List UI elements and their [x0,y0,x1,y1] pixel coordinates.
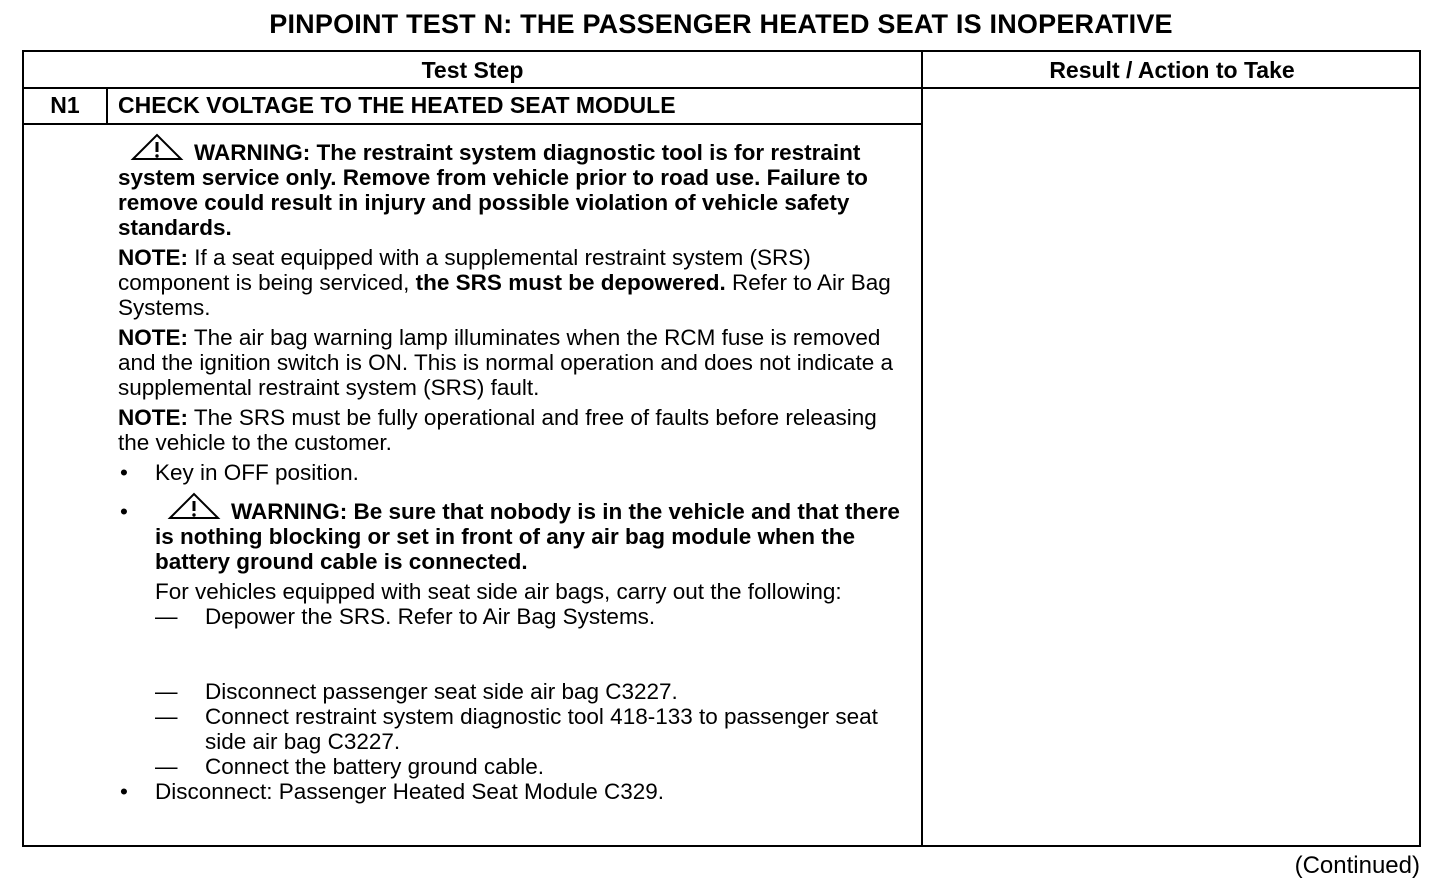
bullet-symbol: • [120,499,128,524]
note-text: If a seat equipped with a supplemental restraint system (SRS) component is being serviced, [118,245,811,295]
warning-text: WARNING: The restraint system diagnostic tool is for restraint system service only. Remove from vehicle prior to road use. Failure to remove could result in injury and possible violation of vehicle safety standards. [118,140,868,240]
note-label: NOTE: [118,325,188,350]
pinpoint-table [22,50,1421,847]
note-text: The air bag warning lamp illuminates when the RCM fuse is removed and the ignition switch is ON. This is normal operation and does not indicate a supplemental restraint system (SRS) fault. [118,325,894,400]
bullet-text: Disconnect: Passenger Heated Seat Module C329. [155,779,665,804]
dash-item [118,754,908,779]
dash-text: Disconnect passenger seat side air bag C3227. [205,679,678,704]
note-label: NOTE: [118,245,188,270]
dash-text: Depower the SRS. Refer to Air Bag Systems. [205,604,656,629]
dash-item [118,604,908,629]
header-test-step: Test Step [421,57,524,83]
warning-block [118,140,908,240]
note-label: NOTE: [118,405,188,430]
column-divider [921,52,923,847]
note-emphasis: the SRS must be depowered. [415,270,726,295]
warning-block [155,499,908,574]
bullet-item [118,779,908,804]
bullet-text: Key in OFF position. [155,460,359,485]
warning-triangle-icon [167,491,221,521]
dash-text: Connect the battery ground cable. [205,754,544,779]
dash-symbol: — [155,754,178,779]
bullet-symbol: • [120,460,128,485]
header-divider [24,87,1421,89]
note-text: The SRS must be fully operational and free of faults before releasing the vehicle to the customer. [118,405,877,455]
note-3 [118,405,908,455]
note-1 [118,245,908,320]
step-row-divider [24,123,921,125]
warning-triangle-icon [130,132,184,162]
step-title: CHECK VOLTAGE TO THE HEATED SEAT MODULE [118,92,676,118]
dash-symbol: — [155,679,178,704]
bullet-item [118,460,908,485]
dash-item [118,679,908,704]
warning-text: WARNING: Be sure that nobody is in the vehicle and that there is nothing blocking or set in front of any air bag module when the battery ground cable is connected. [155,499,900,574]
note-2 [118,325,908,400]
bullet-symbol: • [120,779,128,804]
step-id: N1 [50,92,80,118]
header-result: Result / Action to Take [1049,57,1295,83]
step-content [118,140,908,804]
step-id-divider [106,87,108,124]
page-title: PINPOINT TEST N: THE PASSENGER HEATED SEAT IS INOPERATIVE [269,9,1173,39]
note-tail: Refer to Air Bag Systems. [118,270,891,320]
bullet-item [118,499,908,604]
dash-symbol: — [155,704,178,729]
continued-label: (Continued) [1294,852,1420,879]
dash-text: Connect restraint system diagnostic tool 418-133 to passenger seat side air bag C3227. [205,704,878,754]
dash-item [118,704,908,754]
dash-symbol: — [155,604,178,629]
warning-follow-text: For vehicles equipped with seat side air bags, carry out the following: [155,579,842,604]
